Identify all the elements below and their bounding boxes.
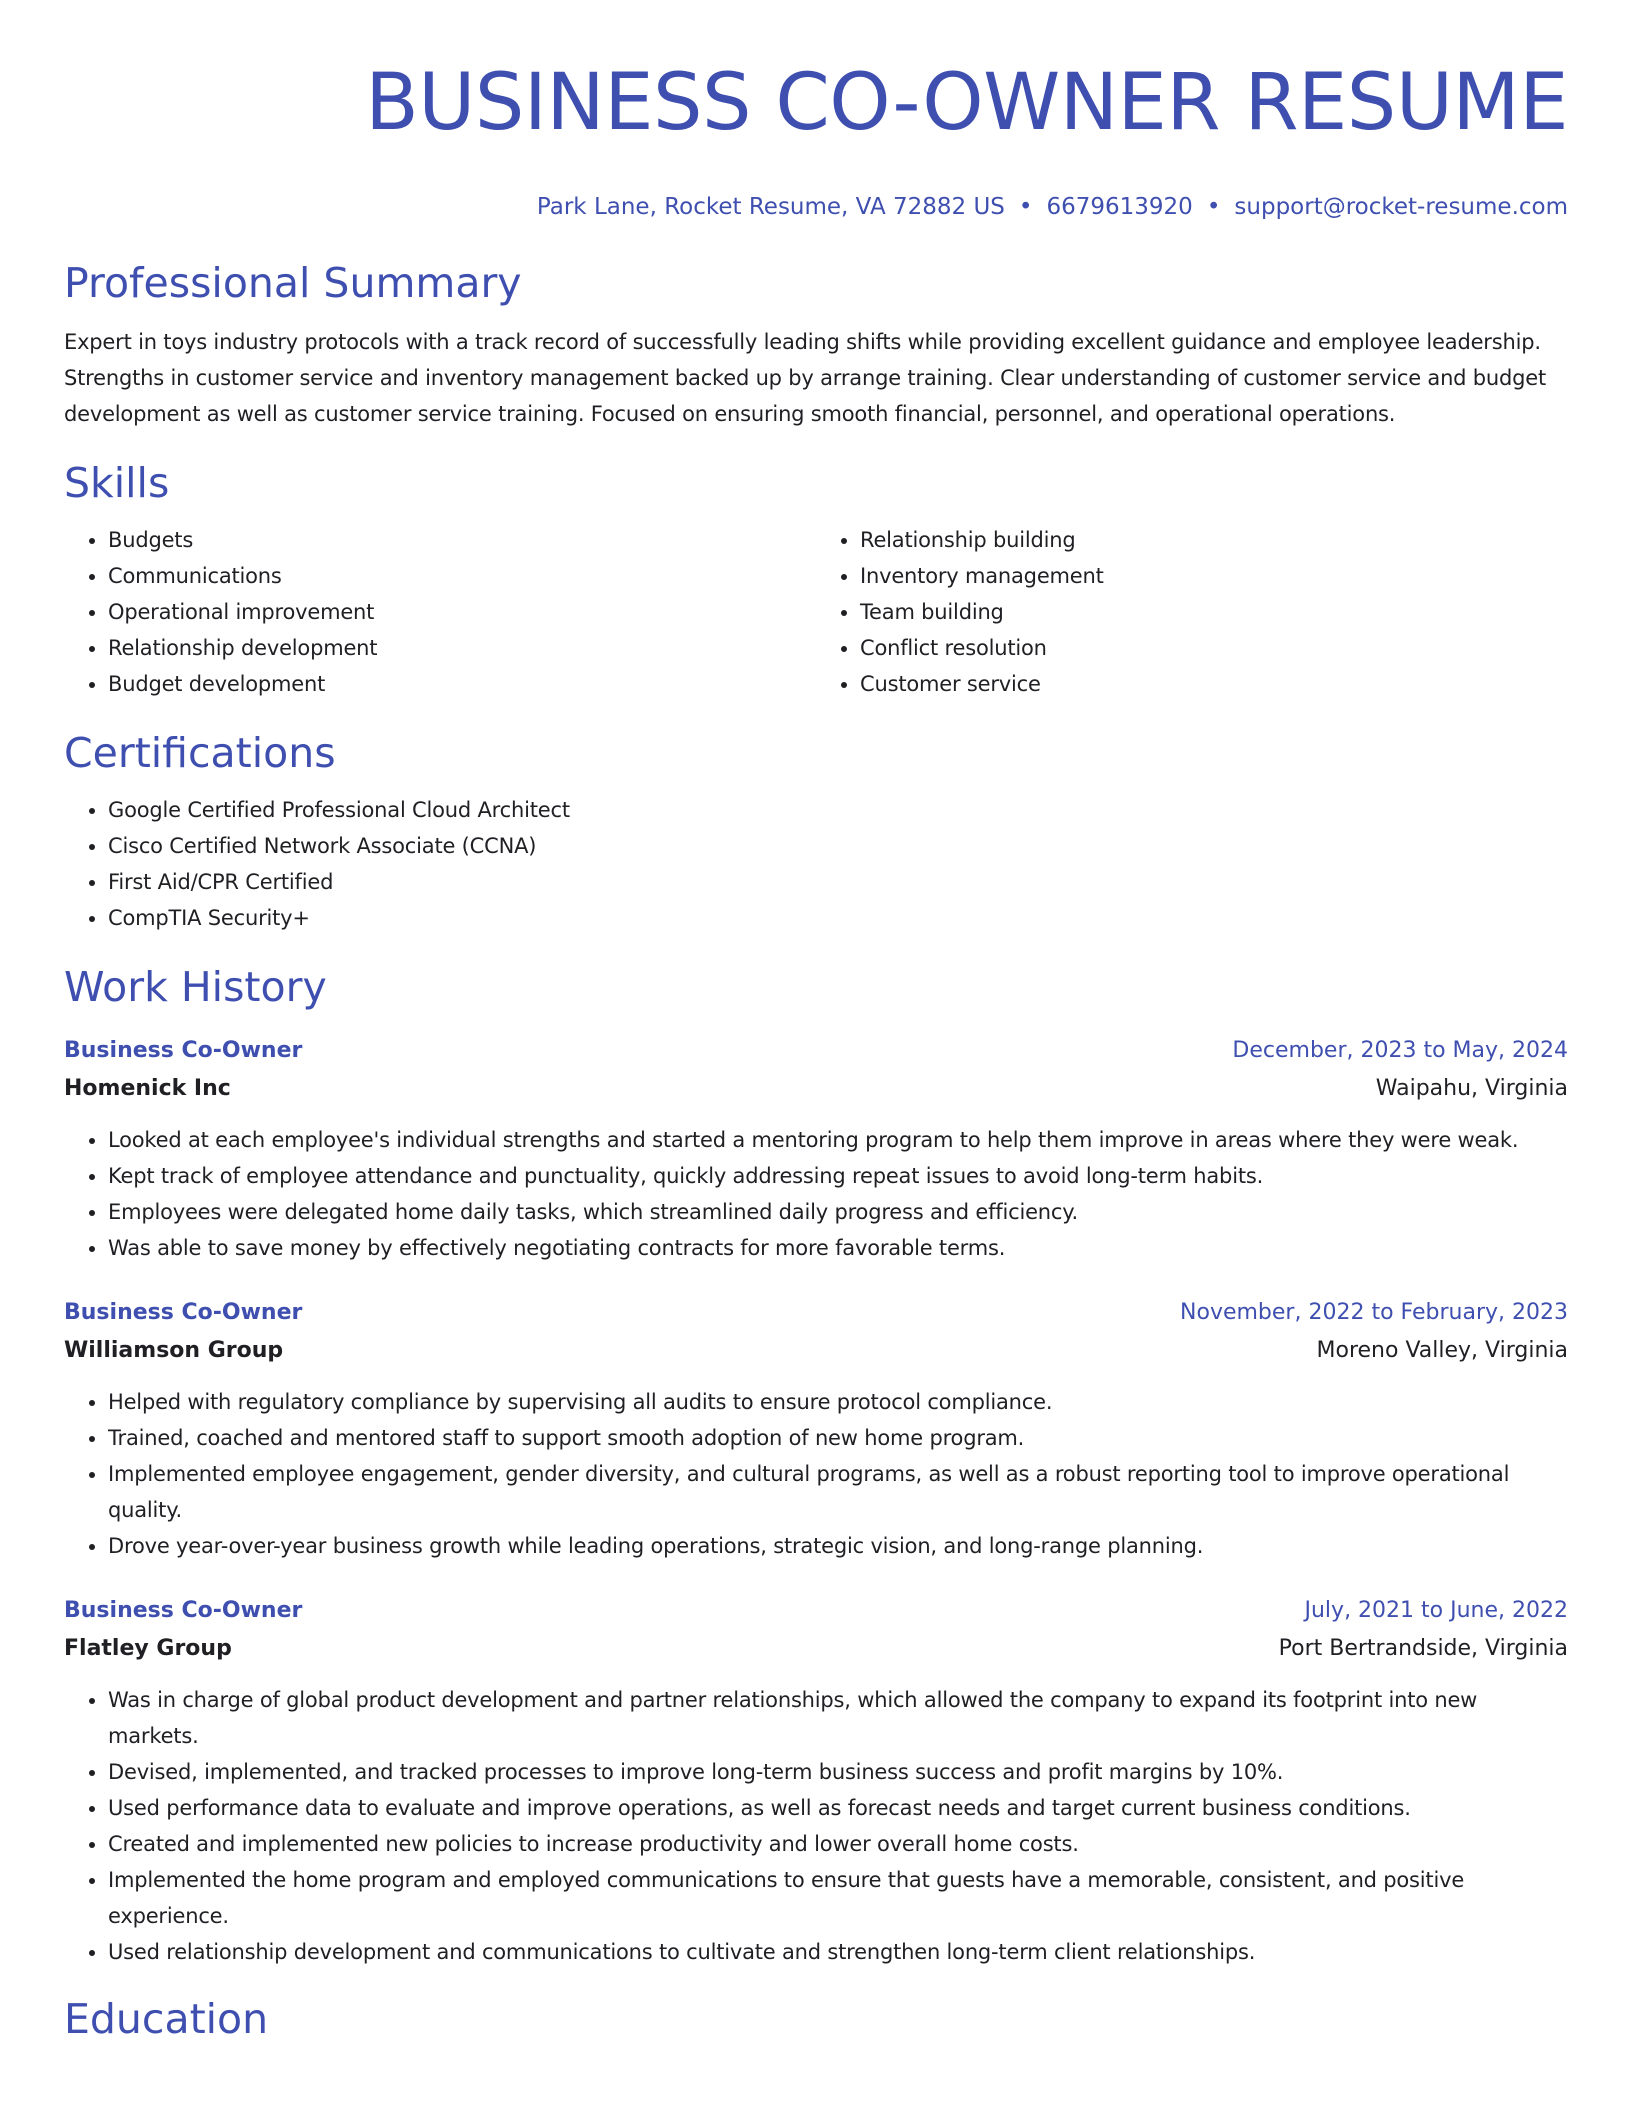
job-dates: December, 2023 to May, 2024: [1232, 1038, 1568, 1063]
certification-item: • CompTIA Security+: [108, 900, 1568, 936]
summary-text: Expert in toys industry protocols with a track record of successfully leading shifts while providing excellent guidance and employee leadership. Strengths in customer service and inventory management backed up by arrange training. Clear understanding of customer service and budget development as well as customer service training. Focused on ensuring smooth financial, personnel, and operational operations.: [64, 330, 1547, 426]
contact-separator: •: [1206, 194, 1221, 220]
certification-item: • Google Certified Professional Cloud Architect: [108, 792, 1568, 828]
skills-heading: Skills: [64, 459, 170, 507]
job-company-row: [64, 1070, 1568, 1108]
job-company: Flatley Group: [64, 1636, 232, 1661]
job-bullets: [64, 1122, 1568, 1266]
job-company-row: [64, 1630, 1568, 1668]
certification-item: • First Aid/CPR Certified: [108, 864, 1568, 900]
skill-item: • Team building: [860, 594, 1568, 630]
skill-item: • Operational improvement: [108, 594, 816, 630]
work-history-heading: Work History: [64, 963, 327, 1011]
job-entry: [64, 1294, 1568, 1564]
job-bullet: • Looked at each employee's individual strengths and started a mentoring program to help them improve in areas where they were weak.: [108, 1122, 1568, 1158]
job-bullet: • Devised, implemented, and tracked processes to improve long-term business success and profit margins by 10%.: [108, 1754, 1568, 1790]
skill-item: • Communications: [108, 558, 816, 594]
certification-item: • Cisco Certified Network Associate (CCNA): [108, 828, 1568, 864]
job-title: Business Co-Owner: [64, 1300, 303, 1325]
job-bullet: • Used performance data to evaluate and improve operations, as well as forecast needs and target current business conditions.: [108, 1790, 1568, 1826]
job-title: Business Co-Owner: [64, 1598, 303, 1623]
skills-list-right: [816, 522, 1568, 702]
certifications-section: [64, 726, 1568, 936]
skill-item: • Relationship building: [860, 522, 1568, 558]
job-location: Port Bertrandside, Virginia: [1278, 1636, 1568, 1661]
job-bullet: • Helped with regulatory compliance by supervising all audits to ensure protocol compliance.: [108, 1384, 1568, 1420]
skill-item: • Budget development: [108, 666, 816, 702]
skills-section: [64, 456, 1568, 702]
job-company: Homenick Inc: [64, 1076, 231, 1101]
job-location: Waipahu, Virginia: [1375, 1076, 1568, 1101]
job-bullet: • Created and implemented new policies to increase productivity and lower overall home costs.: [108, 1826, 1568, 1862]
job-bullet: • Drove year-over-year business growth while leading operations, strategic vision, and long-range planning.: [108, 1528, 1568, 1564]
job-header-row: [64, 1592, 1568, 1630]
job-bullet: • Was able to save money by effectively negotiating contracts for more favorable terms.: [108, 1230, 1568, 1266]
resume-title: BUSINESS CO-OWNER RESUME: [365, 58, 1568, 148]
certifications-list: [64, 792, 1568, 936]
job-bullet: • Was in charge of global product development and partner relationships, which allowed the company to expand its footprint into new markets.: [108, 1682, 1568, 1754]
summary-heading: Professional Summary: [64, 259, 522, 307]
education-heading: Education: [64, 1995, 269, 2043]
job-title: Business Co-Owner: [64, 1038, 303, 1063]
skill-item: • Inventory management: [860, 558, 1568, 594]
contact-phone: 6679613920: [1046, 194, 1193, 220]
job-bullet: • Used relationship development and communications to cultivate and strengthen long-term client relationships.: [108, 1934, 1568, 1970]
job-entry: [64, 1032, 1568, 1266]
job-bullet: • Kept track of employee attendance and punctuality, quickly addressing repeat issues to avoid long-term habits.: [108, 1158, 1568, 1194]
skill-item: • Relationship development: [108, 630, 816, 666]
job-bullet: • Trained, coached and mentored staff to support smooth adoption of new home program.: [108, 1420, 1568, 1456]
job-header-row: [64, 1294, 1568, 1332]
skills-list-left: [64, 522, 816, 702]
resume-header: [64, 48, 1568, 222]
skills-columns: [64, 522, 1568, 702]
work-history-section: [64, 960, 1568, 1970]
skill-item: • Budgets: [108, 522, 816, 558]
job-header-row: [64, 1032, 1568, 1070]
skill-item: • Conflict resolution: [860, 630, 1568, 666]
skill-item: • Customer service: [860, 666, 1568, 702]
job-dates: July, 2021 to June, 2022: [1304, 1598, 1568, 1623]
job-bullets: [64, 1384, 1568, 1564]
job-bullets: [64, 1682, 1568, 1970]
certifications-heading: Certifications: [64, 729, 336, 777]
job-bullet: • Implemented the home program and employed communications to ensure that guests have a memorable, consistent, and positive experience.: [108, 1862, 1568, 1934]
job-bullet: • Implemented employee engagement, gender diversity, and cultural programs, as well as a robust reporting tool to improve operational quality.: [108, 1456, 1568, 1528]
job-dates: November, 2022 to February, 2023: [1180, 1300, 1568, 1325]
contact-line: [64, 192, 1568, 222]
job-bullet: • Employees were delegated home daily tasks, which streamlined daily progress and efficiency.: [108, 1194, 1568, 1230]
job-entry: [64, 1592, 1568, 1970]
contact-address: Park Lane, Rocket Resume, VA 72882 US: [536, 194, 1005, 220]
contact-email: support@rocket-resume.com: [1234, 194, 1568, 220]
job-company: Williamson Group: [64, 1338, 284, 1363]
job-company-row: [64, 1332, 1568, 1370]
job-location: Moreno Valley, Virginia: [1316, 1338, 1568, 1363]
contact-separator: •: [1018, 194, 1033, 220]
